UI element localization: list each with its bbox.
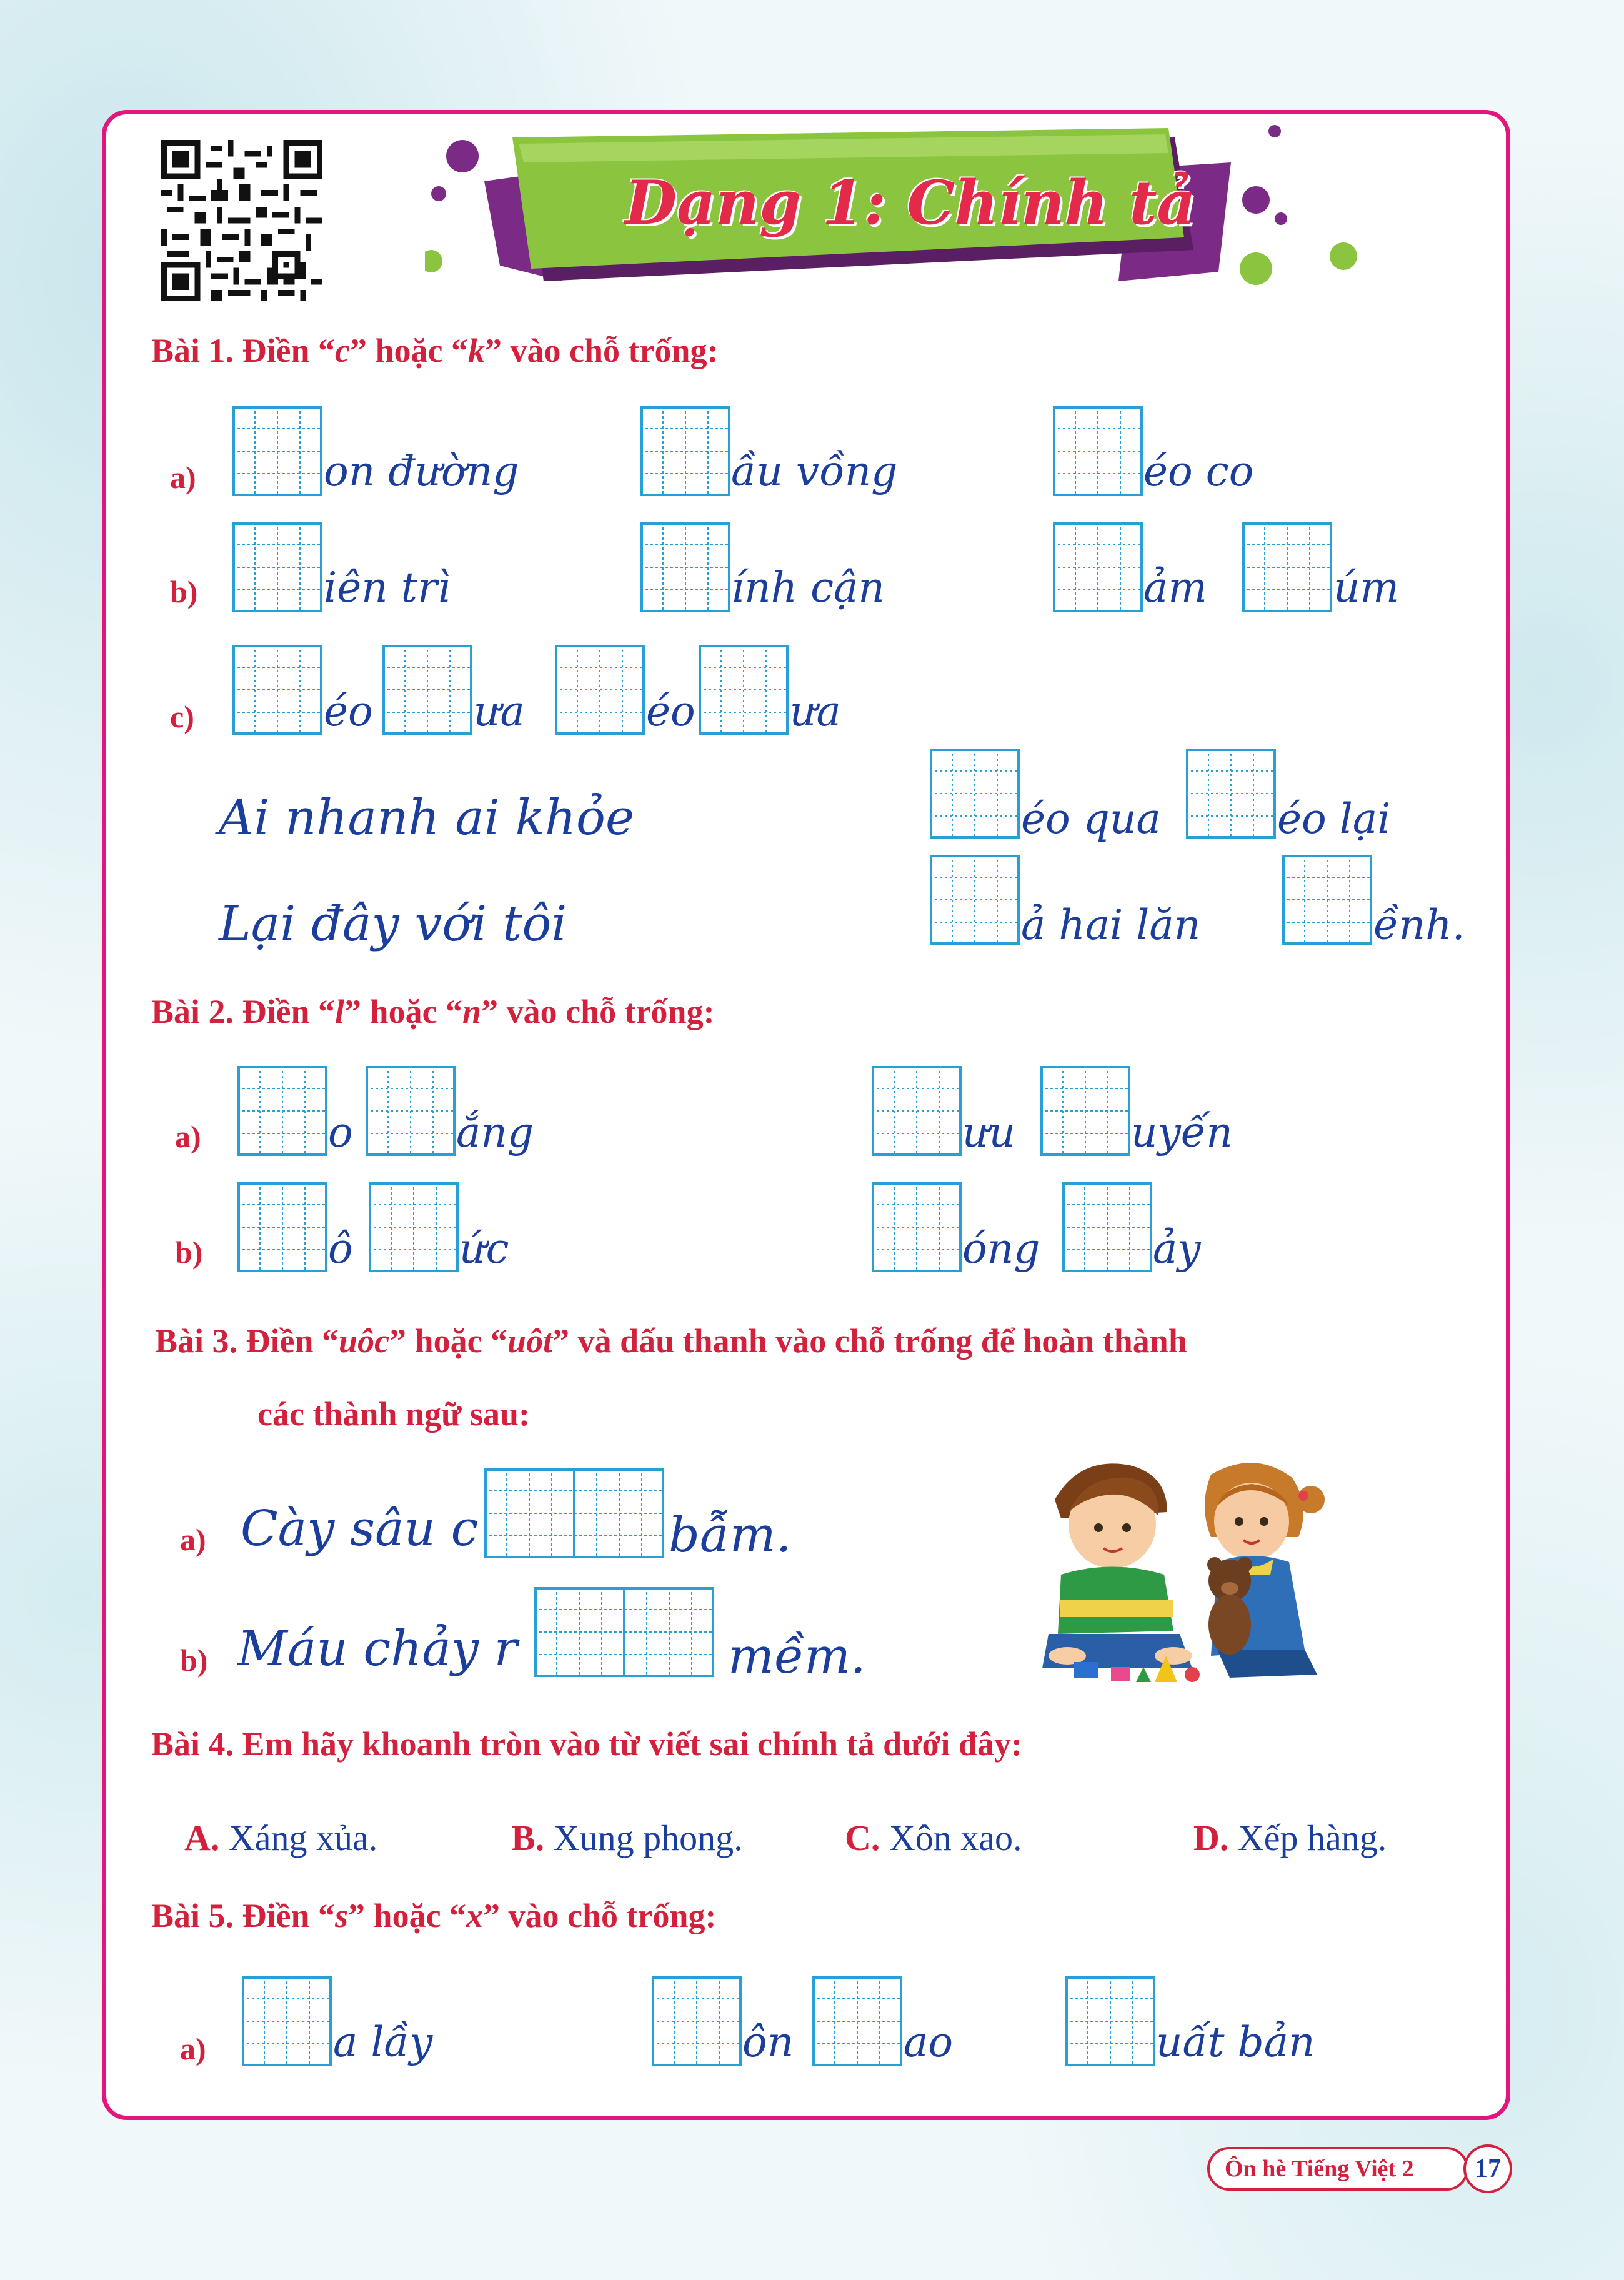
- grid-lines: [699, 645, 789, 735]
- ex5-a-label: a): [180, 2031, 206, 2066]
- grid-lines: [812, 1976, 902, 2066]
- grid-lines: [232, 406, 322, 496]
- ex1-c-word-4: ưa: [790, 687, 841, 735]
- grid-lines: [1040, 1066, 1130, 1156]
- poem-right-2b: ềnh.: [1373, 901, 1465, 949]
- ex1-b-word-1: iên trì: [324, 564, 451, 612]
- page-number: 17: [1463, 2144, 1512, 2193]
- exercise-5-heading: Bài 5. Điền “s” hoặc “x” vào chỗ trống:: [151, 1897, 717, 1934]
- grid-lines: [555, 645, 645, 735]
- ex3-b-label: b): [180, 1643, 208, 1678]
- option-b[interactable]: B. Xung phong.: [511, 1818, 743, 1858]
- grid-lines: [640, 522, 730, 612]
- ex2-b-word-2: ức: [459, 1225, 509, 1273]
- grid-lines: [232, 522, 322, 612]
- grid-lines: [640, 406, 730, 496]
- ex2-b-word-3: óng: [962, 1225, 1040, 1273]
- writing-box[interactable]: [640, 406, 730, 496]
- page-title: Dạng 1: Chính tả: [625, 167, 1196, 238]
- grid-lines: [1053, 522, 1143, 612]
- ex1-c-word-3: éo: [646, 687, 695, 735]
- exercise-2-heading: Bài 2. Điền “l” hoặc “n” vào chỗ trống:: [151, 993, 715, 1030]
- option-d[interactable]: D. Xếp hàng.: [1193, 1818, 1387, 1858]
- ex2-b-word-1: ô: [328, 1225, 353, 1273]
- exercise-4-heading: Bài 4. Em hãy khoanh tròn vào từ viết sai chính tả dưới đây:: [151, 1725, 1022, 1763]
- ex2-b-label: b): [175, 1235, 203, 1270]
- ex1-c-word-1: éo: [324, 687, 373, 735]
- writing-box[interactable]: [232, 645, 322, 735]
- writing-box[interactable]: [652, 1976, 742, 2066]
- grid-lines: [930, 855, 1020, 945]
- grid-lines: [872, 1182, 962, 1272]
- grid-lines: [652, 1976, 742, 2066]
- grid-lines: [369, 1182, 459, 1272]
- qr-code-icon: [161, 140, 322, 301]
- grid-lines: [237, 1182, 327, 1272]
- ex1-a-word-1: on đường: [324, 447, 519, 495]
- grid-lines: [872, 1066, 962, 1156]
- writing-box-double[interactable]: [484, 1468, 664, 1558]
- ex3-b-prefix: Máu chảy r: [237, 1621, 517, 1677]
- ex3-b-suffix: mềm.: [728, 1628, 866, 1685]
- writing-box[interactable]: [382, 645, 472, 735]
- ex2-b-word-4: ảy: [1153, 1225, 1201, 1273]
- writing-box-double[interactable]: [534, 1587, 714, 1677]
- grid-lines: [237, 1066, 327, 1156]
- ex1-b-label: b): [170, 574, 198, 609]
- writing-box[interactable]: [1065, 1976, 1155, 2066]
- writing-box[interactable]: [369, 1182, 459, 1272]
- writing-box[interactable]: [1062, 1182, 1152, 1272]
- grid-lines: [366, 1066, 456, 1156]
- ex3-a-label: a): [180, 1522, 206, 1557]
- grid-lines: [484, 1468, 664, 1558]
- writing-box[interactable]: [930, 855, 1020, 945]
- grid-lines: [382, 645, 472, 735]
- poem-right-1a: éo qua: [1021, 795, 1161, 843]
- ex5-a-word-4: uất bản: [1156, 2018, 1315, 2066]
- ex5-a-word-2: ôn: [742, 2018, 794, 2066]
- grid-lines: [1242, 522, 1332, 612]
- ex1-b-word-4: úm: [1333, 564, 1400, 612]
- grid-lines: [1186, 749, 1276, 839]
- writing-box[interactable]: [872, 1066, 962, 1156]
- ex3-a-suffix: bẫm.: [669, 1507, 792, 1563]
- writing-box[interactable]: [555, 645, 645, 735]
- grid-lines: [1065, 1976, 1155, 2066]
- grid-lines: [930, 749, 1020, 839]
- writing-box[interactable]: [930, 749, 1020, 839]
- option-c[interactable]: C. Xôn xao.: [845, 1818, 1022, 1858]
- ex2-a-word-1: o: [328, 1108, 353, 1157]
- writing-box[interactable]: [1053, 406, 1143, 496]
- grid-lines: [534, 1587, 714, 1677]
- ex1-c-word-2: ưa: [474, 687, 525, 735]
- poem-right-1b: éo lại: [1277, 795, 1391, 843]
- writing-box[interactable]: [237, 1066, 327, 1156]
- grid-lines: [1053, 406, 1143, 496]
- writing-box[interactable]: [699, 645, 789, 735]
- writing-box[interactable]: [237, 1182, 327, 1272]
- ex2-a-word-4: uyến: [1131, 1108, 1233, 1157]
- ex5-a-word-1: a lầy: [333, 2018, 433, 2066]
- poem-line-2: Lại đây với tôi: [219, 896, 567, 952]
- writing-box[interactable]: [640, 522, 730, 612]
- writing-box[interactable]: [1242, 522, 1332, 612]
- writing-box[interactable]: [1040, 1066, 1130, 1156]
- option-a[interactable]: A. Xáng xủa.: [184, 1818, 378, 1858]
- ex1-b-word-3: ảm: [1143, 564, 1207, 612]
- ex5-a-word-3: ao: [904, 2018, 954, 2066]
- ex1-b-word-2: ính cận: [731, 564, 885, 612]
- writing-box[interactable]: [812, 1976, 902, 2066]
- grid-lines: [1062, 1182, 1152, 1272]
- ex2-a-word-3: ưu: [962, 1108, 1016, 1157]
- children-playing-illustration: [1042, 1450, 1336, 1687]
- writing-box[interactable]: [1186, 749, 1276, 839]
- writing-box[interactable]: [872, 1182, 962, 1272]
- writing-box[interactable]: [242, 1976, 332, 2066]
- poem-line-1: Ai nhanh ai khỏe: [219, 790, 635, 846]
- writing-box[interactable]: [232, 406, 322, 496]
- ex1-a-label: a): [170, 460, 196, 495]
- writing-box[interactable]: [366, 1066, 456, 1156]
- ex1-a-word-2: ầu vồng: [731, 447, 898, 495]
- grid-lines: [1282, 855, 1372, 945]
- writing-box[interactable]: [1282, 855, 1372, 945]
- ex1-c-label: c): [170, 699, 194, 734]
- exercise-3-heading: Bài 3. Điền “uôc” hoặc “uôt” và dấu thanh vào chỗ trống để hoàn thành: [155, 1322, 1187, 1360]
- ex2-a-label: a): [175, 1119, 201, 1154]
- writing-box[interactable]: [232, 522, 322, 612]
- ex2-a-word-2: ắng: [456, 1108, 534, 1157]
- grid-lines: [232, 645, 322, 735]
- exercise-1-heading: Bài 1. Điền “c” hoặc “k” vào chỗ trống:: [151, 332, 719, 369]
- poem-right-2a: ả hai lăn: [1021, 901, 1201, 949]
- footer-book-title: Ôn hè Tiếng Việt 2: [1207, 2147, 1468, 2191]
- ex3-a-prefix: Cày sâu c: [241, 1501, 479, 1557]
- grid-lines: [242, 1976, 332, 2066]
- exercise-3-heading-line-2: các thành ngữ sau:: [257, 1395, 530, 1433]
- ex1-a-word-3: éo co: [1143, 447, 1254, 495]
- writing-box[interactable]: [1053, 522, 1143, 612]
